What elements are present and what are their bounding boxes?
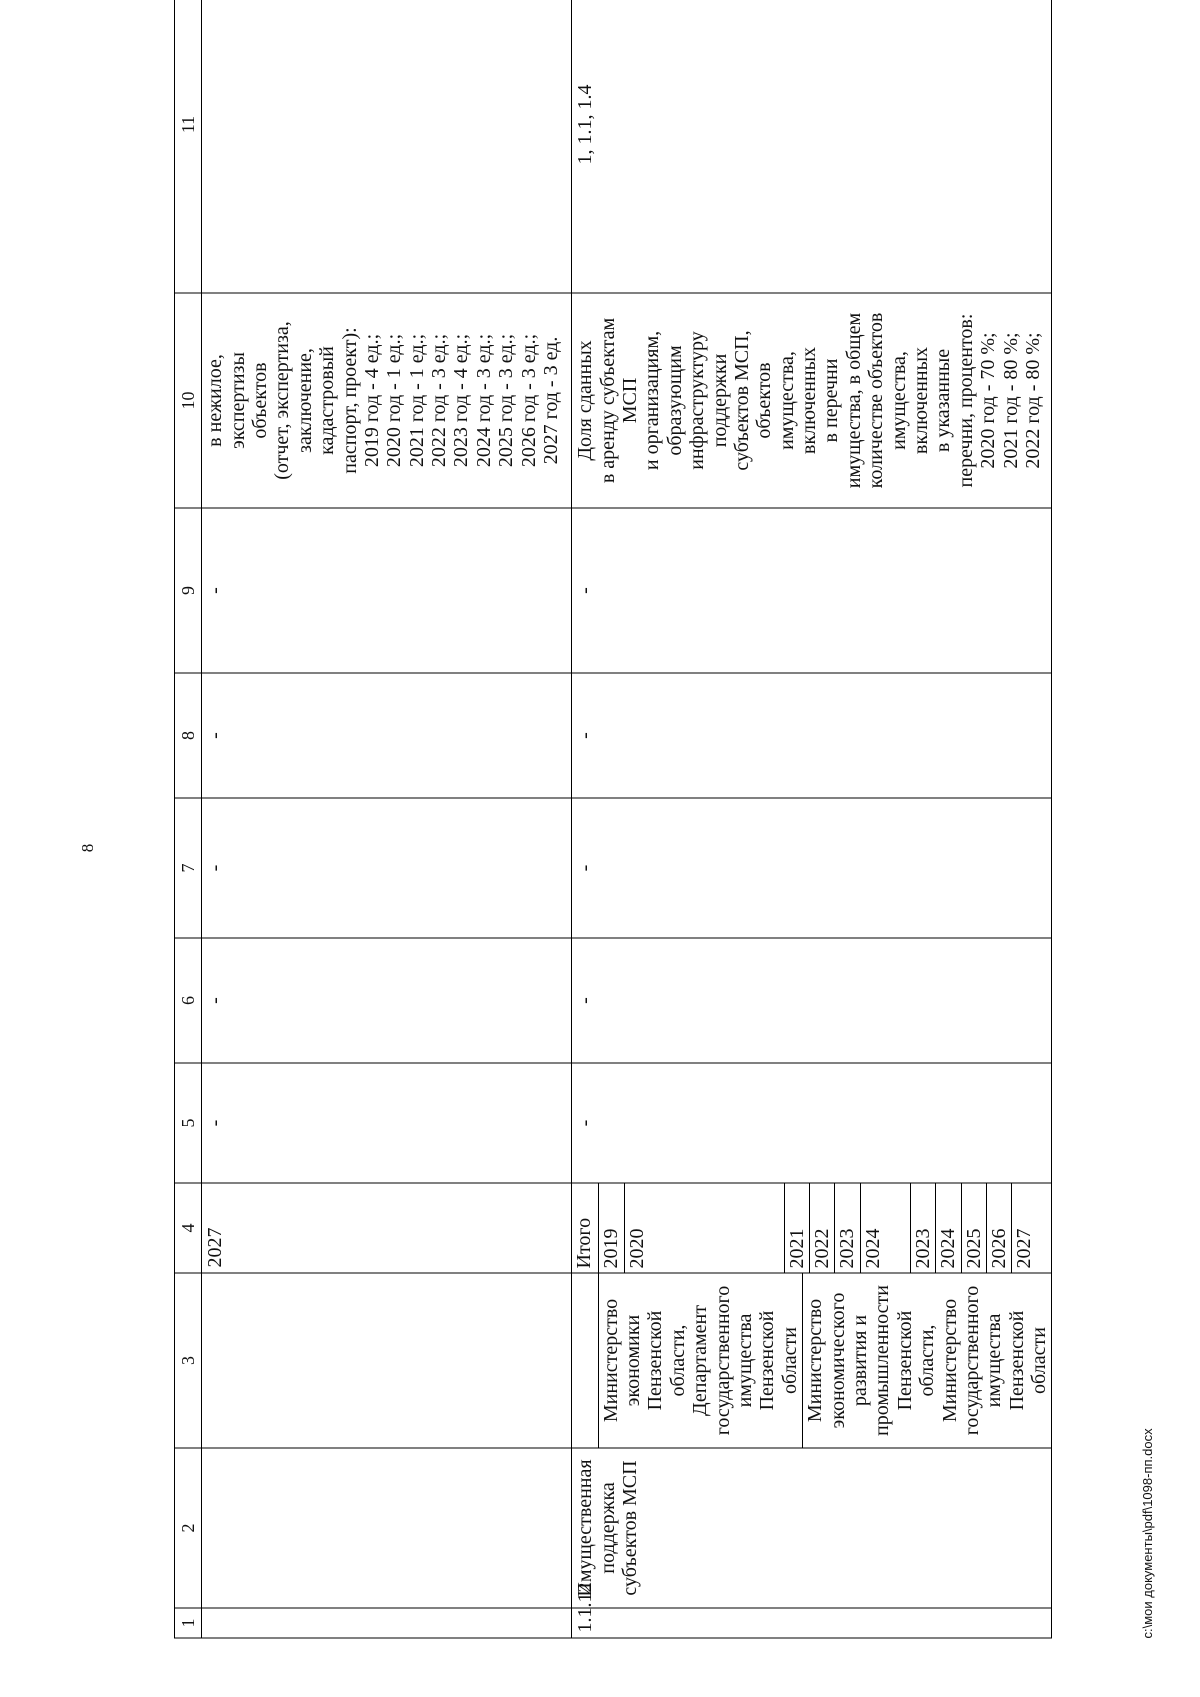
header-cell: 8 xyxy=(175,673,202,798)
table-row-continuation xyxy=(202,0,572,1638)
value-cell: - xyxy=(202,798,572,938)
header-cell: 3 xyxy=(175,1273,202,1448)
indicator-cell: Доля сданных в аренду субъектам МСП и организациям, образующим инфраструктуру поддержки субъектов МСП, объектов имущества, включенных в перечни имущества, в общем количестве объектов имущества, включенных в указанные перечни, процентов: 2020 год - 70 %; 2021 год - 80 %; 2022 год - 80 %; xyxy=(572,293,1052,508)
header-cell: 10 xyxy=(175,293,202,508)
header-cell: 5 xyxy=(175,1063,202,1183)
value-cell: - xyxy=(572,1063,1052,1183)
value-cell: - xyxy=(572,938,1052,1063)
year-cell: 2023 xyxy=(835,1184,860,1273)
value-cell: - xyxy=(202,673,572,798)
header-cell: 7 xyxy=(175,798,202,938)
header-cell: 2 xyxy=(175,1448,202,1608)
year-cell: 2025 xyxy=(961,1184,986,1273)
year-cell: 2023 xyxy=(910,1184,935,1273)
page-number: 8 xyxy=(78,843,97,853)
header-row xyxy=(175,0,202,1638)
measure-name: Имущественная поддержка субъектов МСП xyxy=(572,1448,1052,1608)
year-cell: 2022 xyxy=(810,1184,835,1273)
value-cell: - xyxy=(202,938,572,1063)
total-label: Итого xyxy=(572,1184,598,1273)
executor-cell: Министерство экономического развития и промышленности Пензенской области, Министерство государственного имущества Пензенской области xyxy=(803,1274,1052,1448)
links-cell: 1, 1.1, 1.4 xyxy=(572,0,1052,293)
year-cell: 2021 xyxy=(784,1184,809,1273)
year-cell: 2019 xyxy=(598,1184,624,1273)
year-cell: 2024 xyxy=(860,1184,910,1273)
table-row-1-1-12 xyxy=(572,0,1052,1638)
header-cell: 1 xyxy=(175,1608,202,1638)
header-cell: 9 xyxy=(175,508,202,673)
year-cell: 2027 xyxy=(1012,1184,1037,1273)
year-cell: 2027 xyxy=(202,1183,572,1273)
indicator-cell: в нежилое, экспертизы объектов (отчет, экспертиза, заключение, кадастровый паспорт, проект): 2019 год - 4 ед.; 2020 год - 1 ед.; 2021 год - 1 ед.; 2022 год - 3 ед.; 2023 год - 4 ед.; 2024 год - 3 ед.; 2025 год - 3 ед.; 2026 год - 3 ед.; 2027 год - 3 ед. xyxy=(202,293,572,508)
header-cell: 4 xyxy=(175,1183,202,1273)
value-cell: - xyxy=(572,798,1052,938)
year-cell: 2020 xyxy=(624,1184,784,1273)
value-cell: - xyxy=(202,508,572,673)
value-cell: - xyxy=(572,508,1052,673)
year-cell: 2026 xyxy=(987,1184,1012,1273)
value-cell: - xyxy=(202,1063,572,1183)
value-cell: - xyxy=(572,673,1052,798)
file-path-footer: c:\мои документы\pdf\1098-пп.docx xyxy=(1140,1428,1155,1639)
year-cell: 2024 xyxy=(936,1184,961,1273)
header-cell: 11 xyxy=(175,0,202,293)
header-cell: 6 xyxy=(175,938,202,1063)
executor-cell: Министерство экономики Пензенской области, Департамент государственного имущества Пензенской области xyxy=(598,1274,803,1448)
row-number: 1.1.12 xyxy=(572,1608,1052,1638)
program-table xyxy=(174,0,1052,1639)
